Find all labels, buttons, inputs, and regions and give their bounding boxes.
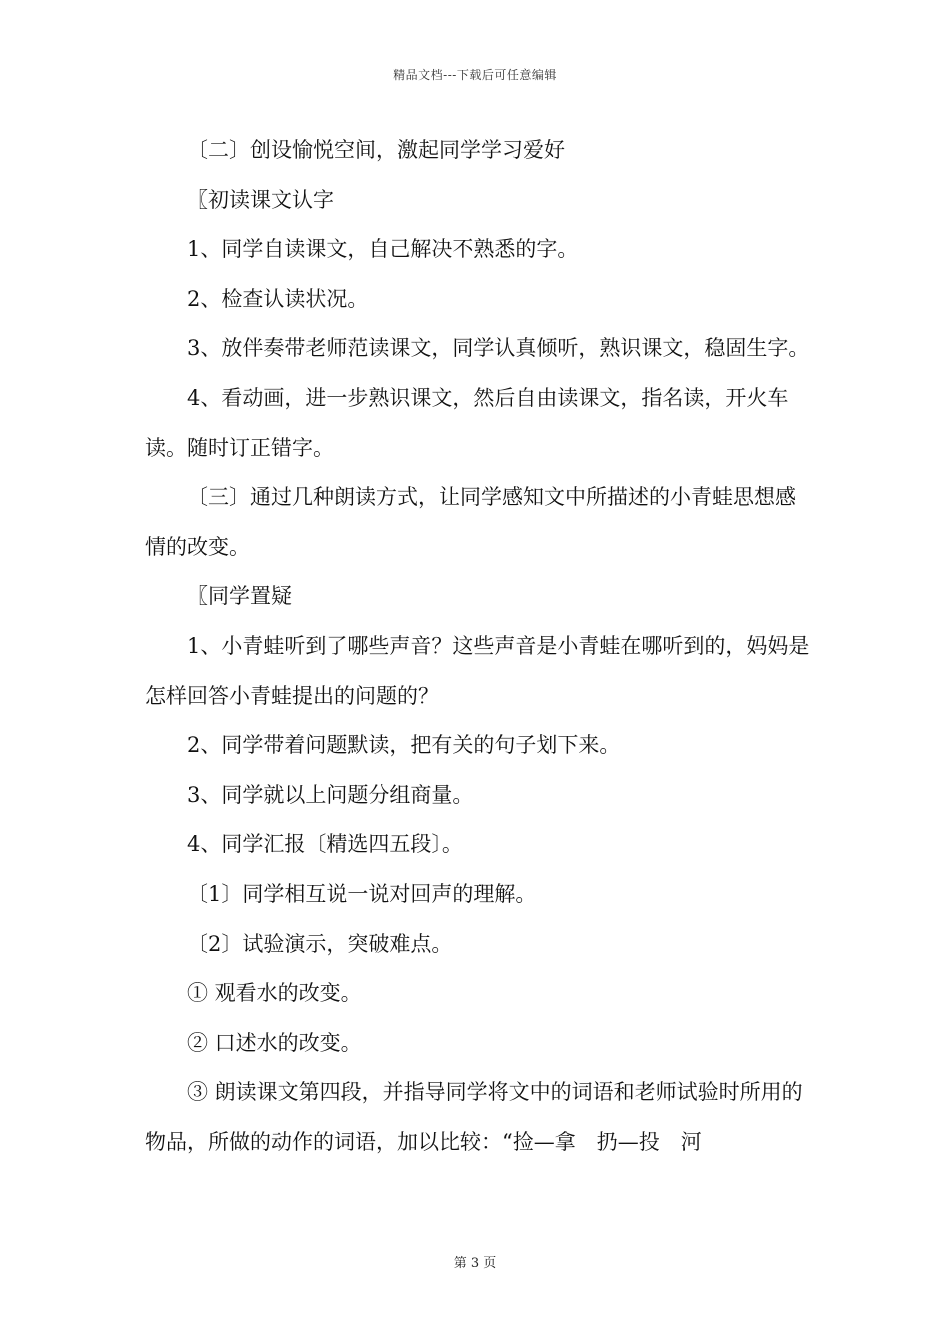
list-item: 3、放伴奏带老师范读课文，同学认真倾听，熟识课文，稳固生字。 xyxy=(187,336,810,361)
list-item: 1、同学自读课文，自己解决不熟悉的字。 xyxy=(187,237,579,262)
page-header: 精品文档---下载后可任意编辑 xyxy=(393,68,557,82)
document-body xyxy=(145,126,815,1167)
list-item: 1、小青蛙听到了哪些声音？这些声音是小青蛙在哪听到的，妈妈是怎样回答小青蛙提出的问题的？ xyxy=(145,633,810,708)
list-item: 2、检查认读状况。 xyxy=(187,286,369,311)
list-item: 2、同学带着问题默读，把有关的句子划下来。 xyxy=(187,733,621,758)
section-heading-3: 〔三〕通过几种朗读方式，让同学感知文中所描述的小青蛙思想感情的改变。 xyxy=(145,485,796,559)
subheading-reading: 〖初读课文认字 xyxy=(187,187,334,212)
sub-list-item: 〔2〕试验演示，突破难点。 xyxy=(187,931,453,956)
list-item: 4、看动画，进一步熟识课文，然后自由读课文，指名读，开火车读。随时订正错字。 xyxy=(145,385,789,460)
numbered-circle-item: ② 口述水的改变。 xyxy=(187,1030,362,1055)
list-item: 4、同学汇报〔精选四五段〕。 xyxy=(187,832,463,857)
numbered-circle-item: ③ 朗读课文第四段，并指导同学将文中的词语和老师试验时所用的物品，所做的动作的词语，加以比较：“捡—拿 扔—投 河 xyxy=(145,1080,803,1154)
sub-list-item: 〔1〕同学相互说一说对回声的理解。 xyxy=(187,881,537,906)
subheading-questions: 〖同学置疑 xyxy=(187,584,292,609)
section-heading-2: 〔二〕创设愉悦空间，激起同学学习爱好 xyxy=(187,138,565,162)
list-item: 3、同学就以上问题分组商量。 xyxy=(187,782,474,807)
numbered-circle-item: ① 观看水的改变。 xyxy=(187,981,362,1006)
page-number: 第 3 页 xyxy=(453,1256,497,1271)
